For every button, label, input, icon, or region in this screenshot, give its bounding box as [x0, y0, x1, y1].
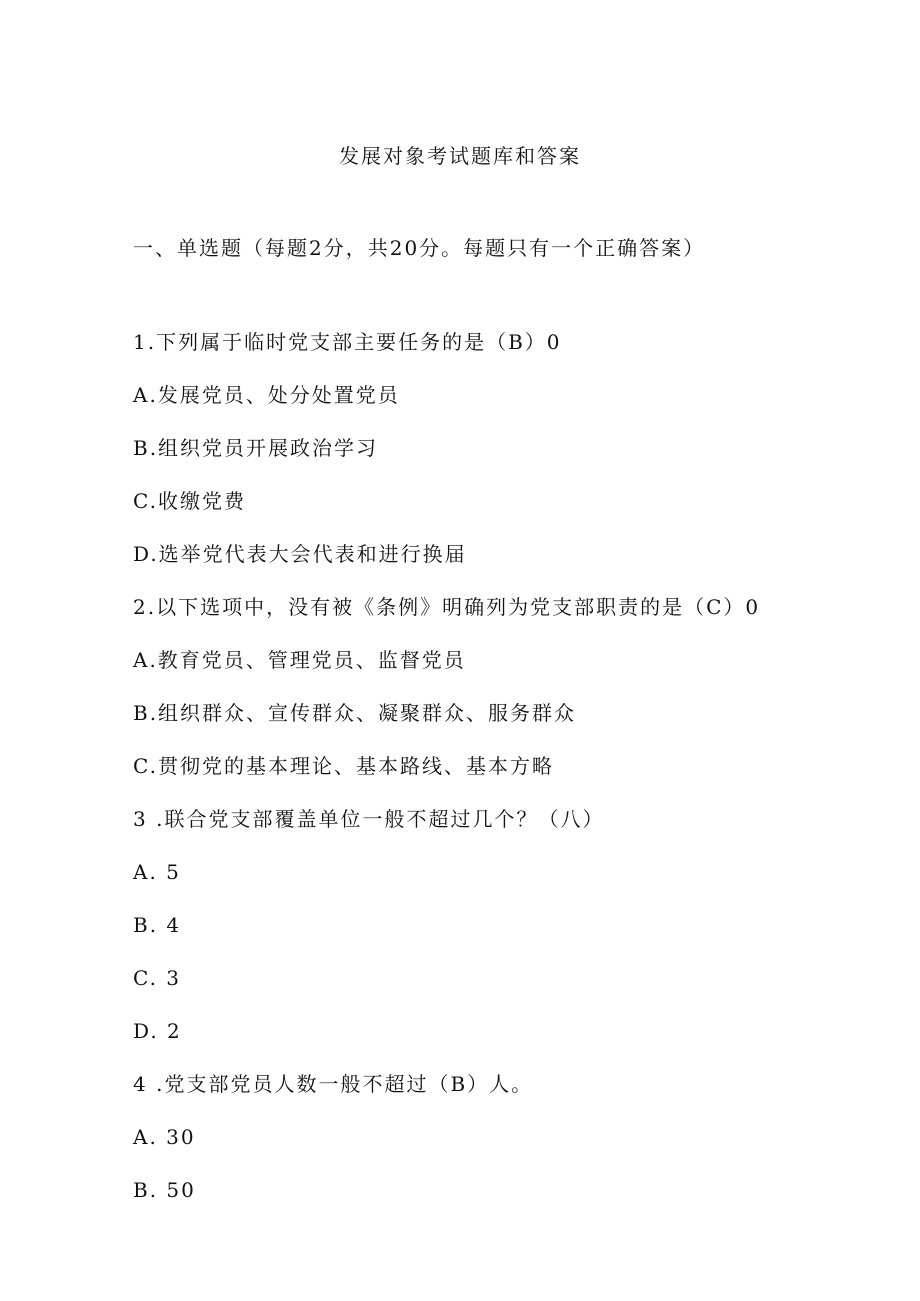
answer-option: B. 50 — [133, 1178, 196, 1202]
answer-option: B.组织群众、宣传群众、凝聚群众、服务群众 — [133, 701, 577, 725]
document-title: 发展对象考试题库和答案 — [339, 144, 581, 168]
answer-option: C.收缴党费 — [133, 489, 246, 513]
answer-option: A.教育党员、管理党员、监督党员 — [133, 648, 466, 672]
answer-option: A. 5 — [133, 860, 181, 884]
answer-option: D. 2 — [133, 1019, 182, 1043]
answer-option: B.组织党员开展政治学习 — [133, 436, 379, 460]
question-text: 2.以下选项中，没有被《条例》明确列为党支部职责的是（C）0 — [133, 595, 761, 619]
answer-option: C.贯彻党的基本理论、基本路线、基本方略 — [133, 754, 554, 778]
answer-option: A. 30 — [133, 1125, 196, 1149]
answer-option: D.选举党代表大会代表和进行换届 — [133, 542, 467, 566]
question-text: 4 .党支部党员人数一般不超过（B）人。 — [133, 1072, 534, 1096]
question-text: 3 .联合党支部覆盖单位一般不超过几个？（八） — [133, 807, 605, 831]
answer-option: A.发展党员、处分处置党员 — [133, 383, 400, 407]
section-heading: 一、单选题（每题2分，共20分。每题只有一个正确答案） — [133, 236, 706, 260]
question-list — [133, 327, 873, 1228]
question-text: 1.下列属于临时党支部主要任务的是（B）0 — [133, 330, 562, 354]
answer-option: B. 4 — [133, 913, 182, 937]
answer-option: C. 3 — [133, 966, 182, 990]
